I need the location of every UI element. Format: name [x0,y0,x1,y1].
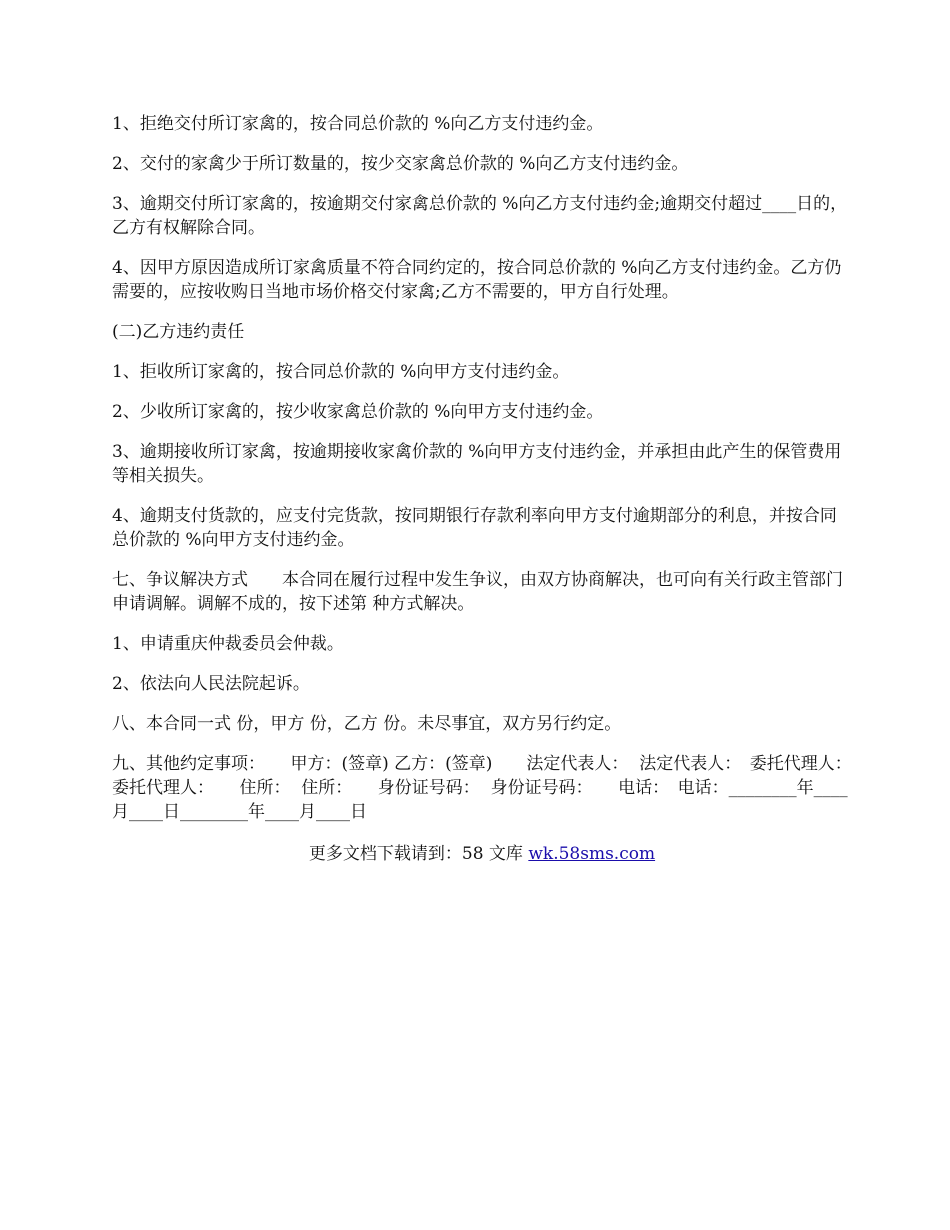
document-page [112,112,863,866]
paragraph-9: 4、逾期支付货款的，应支付完货款，按同期银行存款利率向甲方支付逾期部分的利息，并按合同总价款的 %向甲方支付违约金。 [112,506,837,550]
paragraph-8: 3、逾期接收所订家禽，按逾期接收家禽价款的 %向甲方支付违约金，并承担由此产生的保管费用等相关损失。 [112,442,842,486]
copies-clause: 八、本合同一式 份，甲方 份，乙方 份。未尽事宜，双方另行约定。 [112,714,622,734]
footer-text: 更多文档下载请到：58 文库 [308,844,529,864]
paragraph-6: 1、拒收所订家禽的，按合同总价款的 %向甲方支付违约金。 [112,362,570,382]
footer-link[interactable]: wk.58sms.com [528,844,656,864]
paragraph-12: 2、依法向人民法院起诉。 [112,674,310,694]
paragraph-11: 1、申请重庆仲裁委员会仲裁。 [112,634,344,654]
paragraph-3: 3、逾期交付所订家禽的，按逾期交付家禽总价款的 %向乙方支付违约金;逾期交付超过____日的，乙方有权解除合同。 [112,194,848,238]
dispute-resolution: 七、争议解决方式 本合同在履行过程中发生争议，由双方协商解决，也可向有关行政主管部门申请调解。调解不成的，按下述第 种方式解决。 [112,570,843,614]
footer [112,842,852,866]
paragraph-2: 2、交付的家禽少于所订数量的，按少交家禽总价款的 %向乙方支付违约金。 [112,154,689,174]
paragraph-1: 1、拒绝交付所订家禽的，按合同总价款的 %向乙方支付违约金。 [112,114,604,134]
paragraph-4: 4、因甲方原因造成所订家禽质量不符合同约定的，按合同总价款的 %向乙方支付违约金。乙方仍需要的，应按收购日当地市场价格交付家禽;乙方不需要的，甲方自行处理。 [112,258,842,302]
signature-block: 九、其他约定事项： 甲方：(签章) 乙方：(签章) 法定代表人： 法定代表人： 委托代理人： 委托代理人： 住所： 住所： 身份证号码： 身份证号码： 电话： 电话：________年____月____日________年____月____日 [112,754,863,822]
section-heading-party-b: (二)乙方违约责任 [112,322,245,342]
paragraph-7: 2、少收所订家禽的，按少收家禽总价款的 %向甲方支付违约金。 [112,402,604,422]
